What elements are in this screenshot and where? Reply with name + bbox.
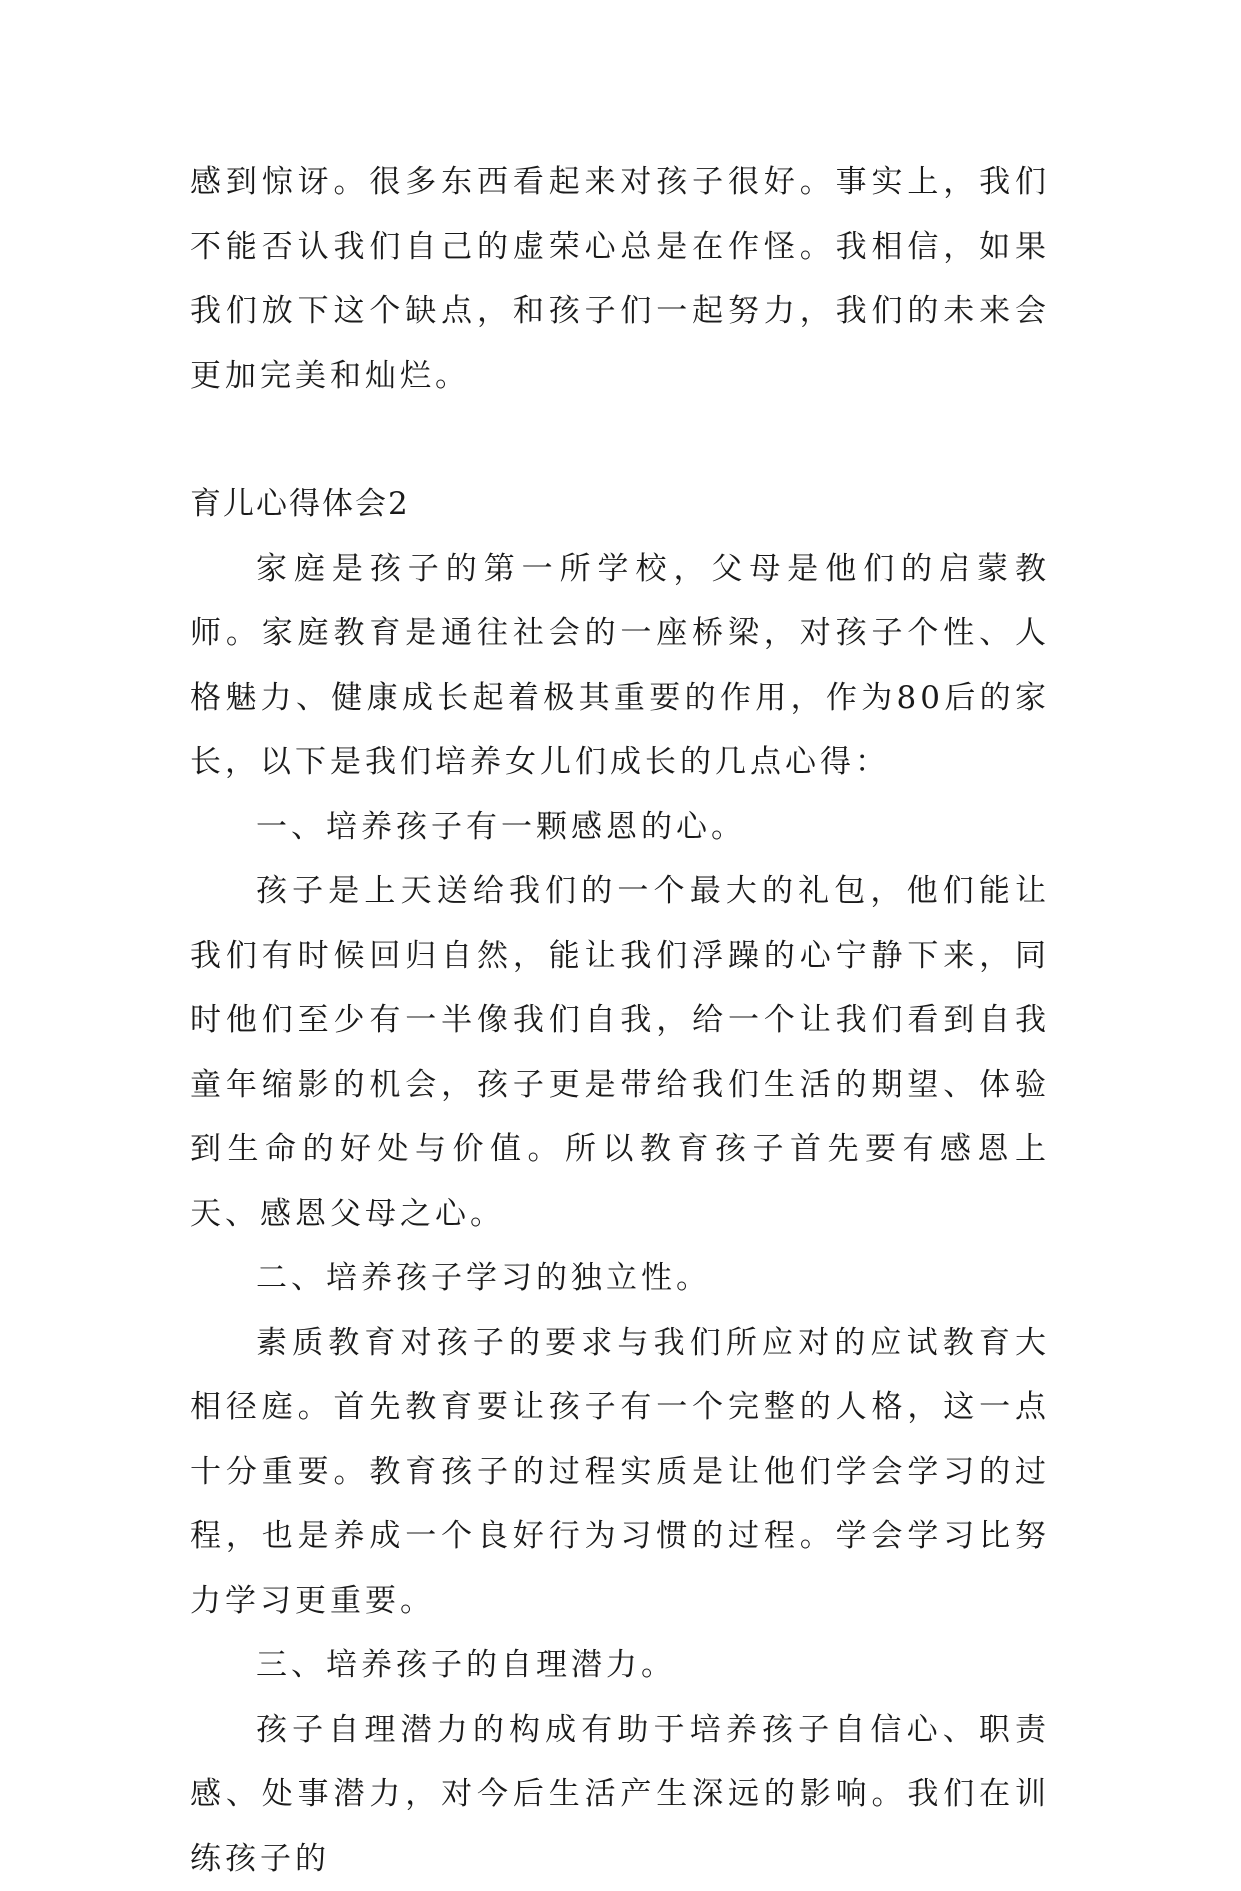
- paragraph-point-2: 素质教育对孩子的要求与我们所应对的应试教育大相径庭。首先教育要让孩子有一个完整的人格，这一点十分重要。教育孩子的过程实质是让他们学会学习的过程，也是养成一个良好行为习惯的过程。学会学习比努力学习更重要。: [190, 1311, 1050, 1634]
- section-heading: 育儿心得体会2: [190, 472, 1050, 537]
- point-heading-1: 一、培养孩子有一颗感恩的心。: [190, 795, 1050, 860]
- point-heading-2: 二、培养孩子学习的独立性。: [190, 1246, 1050, 1311]
- paragraph-point-1: 孩子是上天送给我们的一个最大的礼包，他们能让我们有时候回归自然，能让我们浮躁的心宁静下来，同时他们至少有一半像我们自我，给一个让我们看到自我童年缩影的机会，孩子更是带给我们生活的期望、体验到生命的好处与价值。所以教育孩子首先要有感恩上天、感恩父母之心。: [190, 859, 1050, 1246]
- paragraph-continued: 感到惊讶。很多东西看起来对孩子很好。事实上，我们不能否认我们自己的虚荣心总是在作怪。我相信，如果我们放下这个缺点，和孩子们一起努力，我们的未来会更加完美和灿烂。: [190, 150, 1050, 408]
- paragraph-point-3: 孩子自理潜力的构成有助于培养孩子自信心、职责感、处事潜力，对今后生活产生深远的影响。我们在训练孩子的: [190, 1698, 1050, 1891]
- point-heading-3: 三、培养孩子的自理潜力。: [190, 1633, 1050, 1698]
- paragraph-gap: [190, 408, 1050, 472]
- paragraph-intro: 家庭是孩子的第一所学校，父母是他们的启蒙教师。家庭教育是通往社会的一座桥梁，对孩子个性、人格魅力、健康成长起着极其重要的作用，作为80后的家长，以下是我们培养女儿们成长的几点心得：: [190, 537, 1050, 795]
- document-page: [190, 150, 1050, 1891]
